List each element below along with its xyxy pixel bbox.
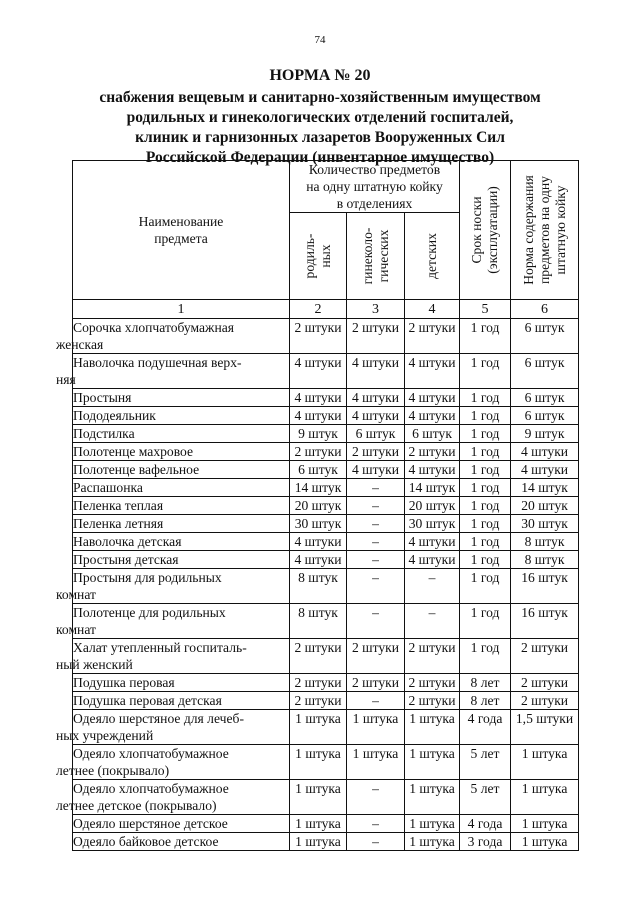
norm-per-bed-cell: 1 штука <box>511 745 579 780</box>
norm-per-bed-cell: 16 штук <box>511 604 579 639</box>
item-name: Одеяло байковое детское <box>73 834 219 849</box>
qty-children-cell: 4 штуки <box>405 533 460 551</box>
service-term-cell: 1 год <box>460 354 511 389</box>
qty-gynecological-cell: 2 штуки <box>347 674 405 692</box>
qty-children-cell: 2 штуки <box>405 692 460 710</box>
item-name: Одеяло шерстяное для лечеб- <box>73 711 244 726</box>
item-name: Полотенце махровое <box>73 444 194 459</box>
qty-maternity-cell: 1 штука <box>290 780 347 815</box>
qty-maternity-cell: 4 штуки <box>290 389 347 407</box>
qty-maternity-cell: 8 штук <box>290 569 347 604</box>
qty-maternity-cell: 1 штука <box>290 710 347 745</box>
item-name: Полотенце для родильных <box>73 605 226 620</box>
item-name: Наволочка подушечная верх- <box>73 355 242 370</box>
item-name-cell <box>73 479 290 497</box>
qty-children-cell: 1 штука <box>405 745 460 780</box>
service-term-cell: 1 год <box>460 407 511 425</box>
qty-maternity-cell: 14 штук <box>290 479 347 497</box>
qty-maternity-cell: 2 штуки <box>290 639 347 674</box>
norm-per-bed-cell: 2 штуки <box>511 692 579 710</box>
item-name: Пододеяльник <box>73 408 156 423</box>
item-name-cell <box>73 674 290 692</box>
column-number: 2 <box>290 300 347 319</box>
qty-maternity-cell: 30 штук <box>290 515 347 533</box>
table-row <box>73 780 579 815</box>
item-name: Подушка перовая <box>73 675 175 690</box>
item-name-cell <box>56 354 290 389</box>
norm-per-bed-cell: 6 штук <box>511 319 579 354</box>
table-row <box>73 461 579 479</box>
item-name: Простыня <box>73 390 132 405</box>
norm-table <box>56 160 579 851</box>
qty-children-cell: – <box>405 569 460 604</box>
item-name-cell <box>56 745 290 780</box>
service-term-cell: 1 год <box>460 639 511 674</box>
item-name-continuation: ный женский <box>56 657 133 672</box>
item-name: Полотенце вафельное <box>73 462 200 477</box>
qty-children-cell: 6 штук <box>405 425 460 443</box>
item-name-continuation: няя <box>56 372 76 387</box>
norm-per-bed-cell: 1 штука <box>511 815 579 833</box>
qty-children-cell: 1 штука <box>405 780 460 815</box>
table-row <box>73 479 579 497</box>
qty-gynecological-cell: 6 штук <box>347 425 405 443</box>
qty-children-cell: 4 штуки <box>405 407 460 425</box>
service-term-cell: 1 год <box>460 479 511 497</box>
norm-per-bed-cell: 8 штук <box>511 551 579 569</box>
item-name-continuation: комнат <box>56 622 96 637</box>
qty-children-cell: 14 штук <box>405 479 460 497</box>
qty-gynecological-cell: 4 штуки <box>347 407 405 425</box>
service-term-cell: 1 год <box>460 551 511 569</box>
norm-per-bed-cell: 14 штук <box>511 479 579 497</box>
table-row <box>73 710 579 745</box>
norm-per-bed-cell: 30 штук <box>511 515 579 533</box>
qty-maternity-cell: 6 штук <box>290 461 347 479</box>
norm-per-bed-cell: 4 штуки <box>511 461 579 479</box>
norm-per-bed-cell: 9 штук <box>511 425 579 443</box>
column-number: 5 <box>460 300 511 319</box>
table-row <box>73 569 579 604</box>
qty-maternity-cell: 2 штуки <box>290 692 347 710</box>
item-name: Пеленка теплая <box>73 498 164 513</box>
table-row <box>73 833 579 851</box>
qty-children-cell: 2 штуки <box>405 319 460 354</box>
item-name: Одеяло хлопчатобумажное <box>73 746 229 761</box>
item-name-continuation: ных учреждений <box>56 728 154 743</box>
header-item-name: Наименование предмета <box>73 161 290 300</box>
qty-children-cell: 30 штук <box>405 515 460 533</box>
qty-gynecological-cell: – <box>347 533 405 551</box>
item-name: Пеленка летняя <box>73 516 164 531</box>
item-name-cell <box>73 833 290 851</box>
qty-gynecological-cell: – <box>347 497 405 515</box>
item-name: Наволочка детская <box>73 534 182 549</box>
qty-maternity-cell: 4 штуки <box>290 551 347 569</box>
service-term-cell: 1 год <box>460 497 511 515</box>
qty-gynecological-cell: 4 штуки <box>347 389 405 407</box>
service-term-cell: 1 год <box>460 533 511 551</box>
qty-gynecological-cell: 2 штуки <box>347 443 405 461</box>
qty-children-cell: 2 штуки <box>405 674 460 692</box>
norm-per-bed-cell: 1,5 штуки <box>511 710 579 745</box>
item-name-cell <box>56 604 290 639</box>
table-row <box>73 497 579 515</box>
table-row <box>73 389 579 407</box>
table-row <box>73 551 579 569</box>
qty-gynecological-cell: 1 штука <box>347 710 405 745</box>
item-name-cell <box>73 461 290 479</box>
qty-gynecological-cell: – <box>347 780 405 815</box>
qty-maternity-cell: 2 штуки <box>290 319 347 354</box>
item-name: Простыня для родильных <box>73 570 222 585</box>
item-name-cell <box>73 551 290 569</box>
item-name-continuation: комнат <box>56 587 96 602</box>
qty-gynecological-cell: 1 штука <box>347 745 405 780</box>
title-main: НОРМА № 20 <box>269 67 371 84</box>
qty-children-cell: – <box>405 604 460 639</box>
qty-maternity-cell: 2 штуки <box>290 443 347 461</box>
item-name: Халат утепленный госпиталь- <box>73 640 247 655</box>
table-body <box>56 319 579 851</box>
item-name-cell <box>56 569 290 604</box>
header-quantity-group: Количество предметов на одну штатную койку в отделениях <box>290 161 460 213</box>
qty-maternity-cell: 1 штука <box>290 745 347 780</box>
norm-per-bed-cell: 6 штук <box>511 389 579 407</box>
title-line: родильных и гинекологических отделений госпиталей, <box>126 109 514 126</box>
header-gynecological: гинеколо- гических <box>347 213 405 300</box>
item-name-cell <box>73 515 290 533</box>
service-term-cell: 1 год <box>460 515 511 533</box>
service-term-cell: 8 лет <box>460 674 511 692</box>
table-row <box>73 815 579 833</box>
qty-maternity-cell: 1 штука <box>290 815 347 833</box>
table-row <box>73 745 579 780</box>
norm-per-bed-cell: 2 штуки <box>511 674 579 692</box>
qty-children-cell: 4 штуки <box>405 389 460 407</box>
item-name-cell <box>73 533 290 551</box>
item-name-cell <box>73 443 290 461</box>
page-number: 74 <box>314 34 326 46</box>
item-name: Одеяло хлопчатобумажное <box>73 781 229 796</box>
item-name-cell <box>73 497 290 515</box>
service-term-cell: 1 год <box>460 425 511 443</box>
item-name-cell <box>73 425 290 443</box>
header-children: детских <box>405 213 460 300</box>
item-name-cell <box>56 319 290 354</box>
qty-children-cell: 4 штуки <box>405 551 460 569</box>
qty-children-cell: 2 штуки <box>405 443 460 461</box>
table-row <box>73 407 579 425</box>
item-name-cell <box>73 692 290 710</box>
table-row <box>73 692 579 710</box>
item-name-cell <box>73 815 290 833</box>
title-line: снабжения вещевым и санитарно-хозяйственным имуществом <box>99 89 541 106</box>
item-name: Простыня детская <box>73 552 179 567</box>
table-row <box>73 674 579 692</box>
norm-per-bed-cell: 6 штук <box>511 354 579 389</box>
qty-children-cell: 2 штуки <box>405 639 460 674</box>
table-row <box>73 515 579 533</box>
qty-maternity-cell: 2 штуки <box>290 674 347 692</box>
service-term-cell: 8 лет <box>460 692 511 710</box>
qty-maternity-cell: 20 штук <box>290 497 347 515</box>
service-term-cell: 1 год <box>460 604 511 639</box>
header-norm: Норма содержания предметов на одну штатную койку <box>511 161 579 300</box>
item-name-cell <box>73 407 290 425</box>
table-row <box>73 425 579 443</box>
qty-gynecological-cell: 4 штуки <box>347 461 405 479</box>
qty-gynecological-cell: – <box>347 551 405 569</box>
norm-per-bed-cell: 20 штук <box>511 497 579 515</box>
service-term-cell: 4 года <box>460 710 511 745</box>
header-maternity: родиль- ных <box>290 213 347 300</box>
title-line: Российской Федерации (инвентарное имущество) <box>145 149 495 166</box>
item-name-continuation: летнее детское (покрывало) <box>56 798 217 813</box>
qty-maternity-cell: 4 штуки <box>290 354 347 389</box>
item-name-continuation: летнее (покрывало) <box>56 763 170 778</box>
service-term-cell: 1 год <box>460 443 511 461</box>
qty-children-cell: 1 штука <box>405 833 460 851</box>
qty-gynecological-cell: – <box>347 815 405 833</box>
qty-maternity-cell: 1 штука <box>290 833 347 851</box>
norm-per-bed-cell: 6 штук <box>511 407 579 425</box>
qty-gynecological-cell: – <box>347 692 405 710</box>
qty-gynecological-cell: – <box>347 515 405 533</box>
item-name-continuation: женская <box>56 337 104 352</box>
service-term-cell: 4 года <box>460 815 511 833</box>
title-line: клиник и гарнизонных лазаретов Вооруженных Сил <box>135 129 505 146</box>
column-number: 4 <box>405 300 460 319</box>
item-name-cell <box>56 639 290 674</box>
qty-gynecological-cell: – <box>347 569 405 604</box>
qty-gynecological-cell: – <box>347 833 405 851</box>
qty-maternity-cell: 4 штуки <box>290 533 347 551</box>
item-name: Подстилка <box>73 426 135 441</box>
service-term-cell: 1 год <box>460 461 511 479</box>
service-term-cell: 5 лет <box>460 745 511 780</box>
qty-gynecological-cell: 2 штуки <box>347 639 405 674</box>
norm-per-bed-cell: 1 штука <box>511 833 579 851</box>
qty-gynecological-cell: 2 штуки <box>347 319 405 354</box>
table-row <box>73 639 579 674</box>
table-row <box>73 533 579 551</box>
qty-maternity-cell: 8 штук <box>290 604 347 639</box>
column-number-row <box>73 300 579 319</box>
item-name: Подушка перовая детская <box>73 693 222 708</box>
column-number: 6 <box>511 300 579 319</box>
qty-children-cell: 4 штуки <box>405 461 460 479</box>
table-row <box>73 354 579 389</box>
qty-maternity-cell: 9 штук <box>290 425 347 443</box>
norm-per-bed-cell: 16 штук <box>511 569 579 604</box>
item-name-cell <box>56 710 290 745</box>
item-name-cell <box>73 389 290 407</box>
qty-maternity-cell: 4 штуки <box>290 407 347 425</box>
item-name-cell <box>56 780 290 815</box>
qty-gynecological-cell: – <box>347 479 405 497</box>
qty-children-cell: 4 штуки <box>405 354 460 389</box>
column-number: 3 <box>347 300 405 319</box>
item-name: Одеяло шерстяное детское <box>73 816 228 831</box>
norm-per-bed-cell: 2 штуки <box>511 639 579 674</box>
qty-gynecological-cell: – <box>347 604 405 639</box>
qty-children-cell: 20 штук <box>405 497 460 515</box>
norm-per-bed-cell: 1 штука <box>511 780 579 815</box>
header-term: Срок носки (эксплуатации) <box>460 161 511 300</box>
service-term-cell: 1 год <box>460 389 511 407</box>
qty-children-cell: 1 штука <box>405 710 460 745</box>
service-term-cell: 1 год <box>460 569 511 604</box>
qty-children-cell: 1 штука <box>405 815 460 833</box>
table-row <box>73 604 579 639</box>
table-row <box>73 443 579 461</box>
item-name: Распашонка <box>73 480 143 495</box>
service-term-cell: 1 год <box>460 319 511 354</box>
service-term-cell: 5 лет <box>460 780 511 815</box>
column-number: 1 <box>73 300 290 319</box>
qty-gynecological-cell: 4 штуки <box>347 354 405 389</box>
item-name: Сорочка хлопчатобумажная <box>73 320 235 335</box>
table-row <box>73 319 579 354</box>
service-term-cell: 3 года <box>460 833 511 851</box>
document-title <box>60 66 580 168</box>
norm-per-bed-cell: 8 штук <box>511 533 579 551</box>
norm-per-bed-cell: 4 штуки <box>511 443 579 461</box>
